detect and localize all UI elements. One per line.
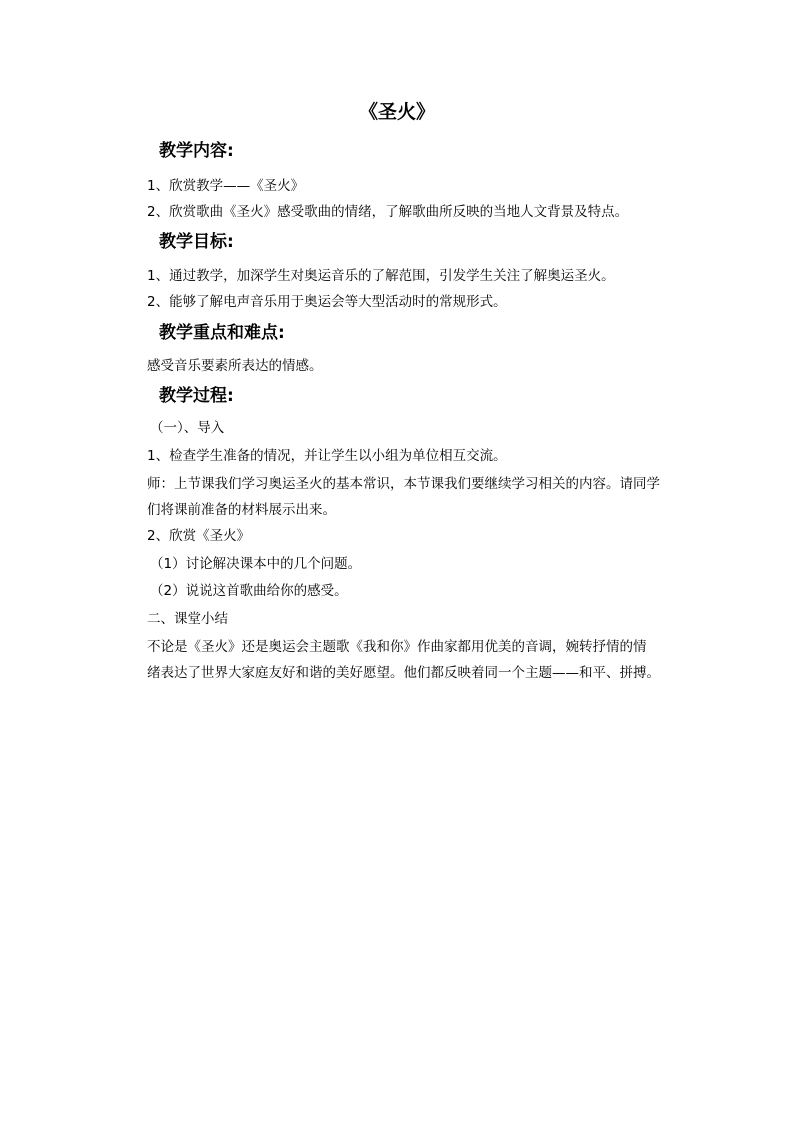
section-heading-process: 教学过程: bbox=[159, 386, 234, 406]
section-heading-goals: 教学目标: bbox=[159, 232, 234, 252]
process-line-9: 绪表达了世界大家庭友好和谐的美好愿望。他们都反映着同一个主题——和平、拼搏。 bbox=[147, 665, 660, 681]
process-line-1: 1、检查学生准备的情况，并让学生以小组为单位相互交流。 bbox=[147, 448, 507, 464]
section-heading-content: 教学内容: bbox=[159, 141, 234, 161]
goal-item-1: 1、通过教学，加深学生对奥运音乐的了解范围，引发学生关注了解奥运圣火。 bbox=[147, 268, 615, 284]
process-line-4: 2、欣赏《圣火》 bbox=[147, 528, 251, 544]
process-line-6: （2）说说这首歌曲给你的感受。 bbox=[150, 583, 348, 599]
process-line-2: 师：上节课我们学习奥运圣火的基本常识，本节课我们要继续学习相关的内容。请同学 bbox=[147, 476, 660, 492]
process-line-8: 不论是《圣火》还是奥运会主题歌《我和你》作曲家都用优美的音调，婉转抒情的情 bbox=[147, 639, 647, 655]
content-item-2: 2、欣赏歌曲《圣火》感受歌曲的情绪，了解歌曲所反映的当地人文背景及特点。 bbox=[147, 204, 629, 220]
process-line-3: 们将课前准备的材料展示出来。 bbox=[147, 502, 336, 518]
goal-item-2: 2、能够了解电声音乐用于奥运会等大型活动时的常规形式。 bbox=[147, 294, 507, 310]
document-title: 《圣火》 bbox=[358, 101, 435, 123]
process-line-summary: 二、课堂小结 bbox=[147, 611, 228, 627]
process-line-5: （1）讨论解决课本中的几个问题。 bbox=[150, 556, 362, 572]
process-line-intro: （一）、导入 bbox=[150, 420, 225, 436]
content-item-1: 1、欣赏教学——《圣火》 bbox=[147, 178, 305, 194]
key-points-text: 感受音乐要素所表达的情感。 bbox=[147, 358, 323, 374]
section-heading-key-points: 教学重点和难点: bbox=[159, 323, 285, 343]
